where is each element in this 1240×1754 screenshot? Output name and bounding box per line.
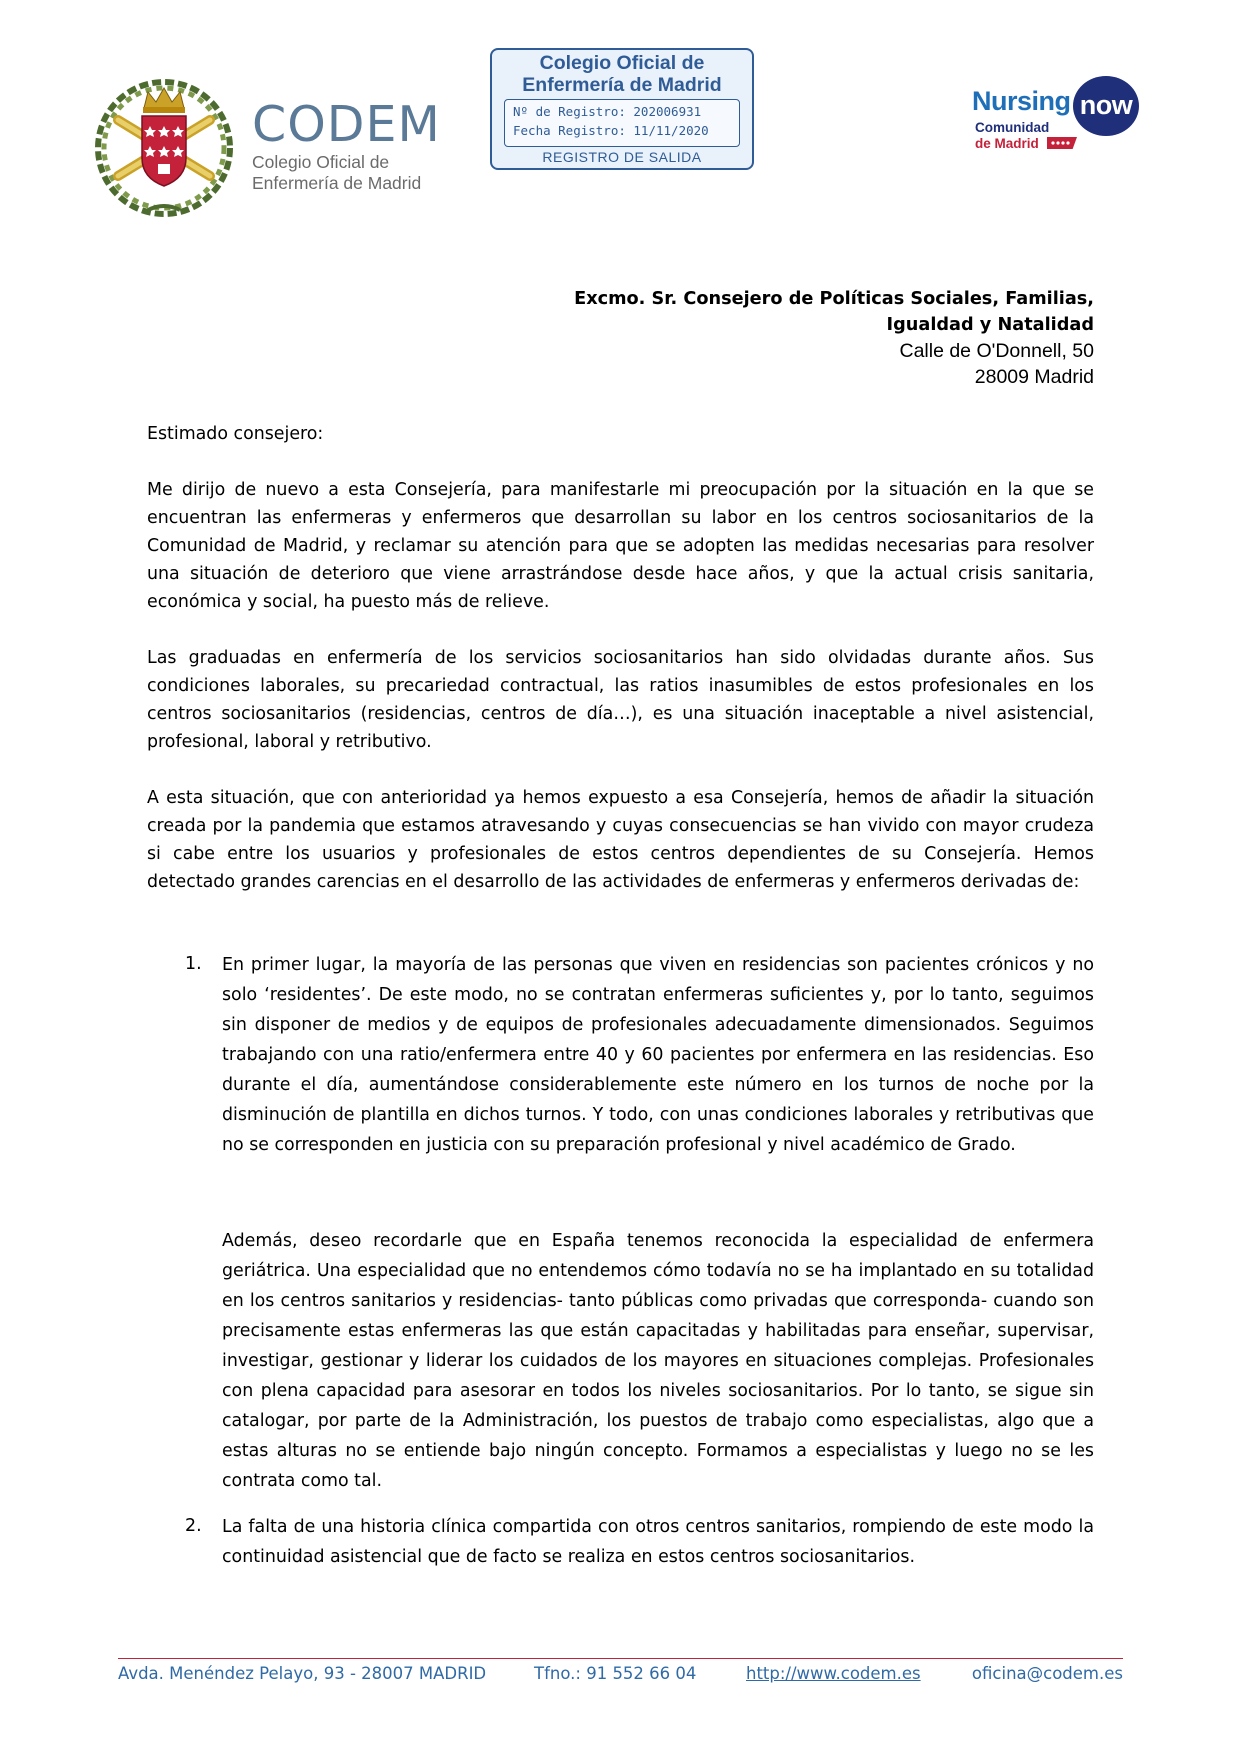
nursing-wordmark: Nursing [972, 86, 1071, 116]
footer-phone: Tfno.: 91 552 66 04 [534, 1664, 697, 1683]
recipient-title-line-1: Excmo. Sr. Consejero de Políticas Sociales, Familias, [574, 289, 1094, 309]
letterhead [0, 0, 1240, 230]
recipient-city: 28009 Madrid [974, 366, 1094, 388]
recipient-street: Calle de O'Donnell, 50 [899, 340, 1094, 362]
nursing-sub-line-1: Comunidad [975, 120, 1050, 135]
recipient-title-line-2: Igualdad y Natalidad [886, 315, 1094, 335]
footer-divider [118, 1658, 1123, 1659]
madrid-stars-icon [1047, 137, 1077, 149]
list-item-number: 2. [185, 1516, 202, 1536]
recipient-block [574, 286, 1094, 390]
now-badge: now [1073, 76, 1139, 136]
stamp-registry-box [504, 99, 740, 147]
paragraph-2: Las graduadas en enfermería de los servicios sociosanitarios han sido olvidadas durante años. Sus condiciones laborales, su precariedad contractual, las ratios inasumibles de estos profesionales en los centros sociosanitarios (residencias, centros de día…), es una situación inaceptable a nivel asistencial, profesional, laboral y retributivo. [147, 648, 1094, 752]
stamp-title-line-2: Enfermería de Madrid [522, 74, 722, 96]
footer-email[interactable]: oficina@codem.es [971, 1664, 1123, 1683]
codem-subtitle-line-2: Enfermería de Madrid [252, 173, 422, 193]
list-item-text-continued: Además, deseo recordarle que en España tenemos reconocida la especialidad de enfermera geriátrica. Una especialidad que no entendemos cómo todavía no se ha implantado en su totalidad en los centros sanitarios y residencias- tanto públicas como privadas que corresponda- cuando son precisamente estas enfermeras las que están capacitadas y habilitadas para enseñar, supervisar, investigar, gestionar y liderar los cuidados de los mayores en situaciones complejas. Profesionales con plena capacidad para asesorar en todos los niveles sociosanitarios. Por lo tanto, se sigue sin catalogar, por parte de la Administración, los puestos de trabajo como especialistas, algo que a estas alturas no se entiende bajo ningún concepto. Formamos a especialistas y luego no se les contrata como tal. [222, 1231, 1094, 1491]
list-item-text: En primer lugar, la mayoría de las personas que viven en residencias son pacientes crónicos y no solo ‘residentes’. De este modo, no se contratan enfermeras suficientes y, por lo tanto, seguimos sin disponer de medios y de equipos de profesionales adecuadamente dimensionados. Seguimos trabajando con una ratio/enfermera entre 40 y 60 pacientes por enfermera en las residencias. Eso durante el día, aumentándose considerablemente este número en los turnos de noche por la disminución de plantilla en dichos turnos. Y todo, con unas condiciones laborales y retributivas que no se corresponden en justicia con su preparación profesional y nivel académico de Grado. [222, 955, 1094, 1155]
codem-subtitle-line-1: Colegio Oficial de [252, 152, 390, 172]
list-item-number: 1. [185, 954, 202, 974]
stamp-title-line-1: Colegio Oficial de [539, 52, 705, 74]
codem-wordmark: CODEM [252, 96, 441, 153]
stamp-registry-date: Fecha Registro: 11/11/2020 [513, 123, 709, 138]
footer-address: Avda. Menéndez Pelayo, 93 - 28007 MADRID [118, 1664, 487, 1683]
registry-stamp [490, 48, 754, 170]
nursing-sub-line-2: de Madrid [975, 136, 1039, 151]
stamp-footer: REGISTRO DE SALIDA [542, 149, 702, 165]
list-item-text: La falta de una historia clínica compartida con otros centros sanitarios, rompiendo de este modo la continuidad asistencial que de facto se realiza en estos centros sociosanitarios. [222, 1517, 1094, 1567]
codem-subtitle [252, 152, 421, 194]
codem-crest-logo [88, 70, 240, 220]
stamp-registry-number: Nº de Registro: 202006931 [513, 104, 702, 119]
paragraph-3: A esta situación, que con anterioridad ya hemos expuesto a esa Consejería, hemos de añadir la situación creada por la pandemia que estamos atravesando y cuyas consecuencias se han vivido con mayor crudeza si cabe entre los usuarios y profesionales de estos centros dependientes de su Consejería. Hemos detectado grandes carencias en el desarrollo de las actividades de enfermeras y enfermeros derivadas de: [147, 788, 1094, 892]
footer [118, 1664, 1123, 1690]
paragraph-1: Me dirijo de nuevo a esta Consejería, para manifestarle mi preocupación por la situación en la que se encuentran las enfermeras y enfermeros que desarrollan su labor en los centros sociosanitarios de la Comunidad de Madrid, y reclamar su atención para que se adopten las medidas necesarias para resolver una situación de deterioro que viene arrastrándose desde hace años, y que la actual crisis sanitaria, económica y social, ha puesto más de relieve. [147, 480, 1094, 612]
footer-website-link[interactable]: http://www.codem.es [746, 1664, 921, 1683]
salutation: Estimado consejero: [147, 424, 324, 444]
nursing-now-logo [972, 76, 1142, 156]
